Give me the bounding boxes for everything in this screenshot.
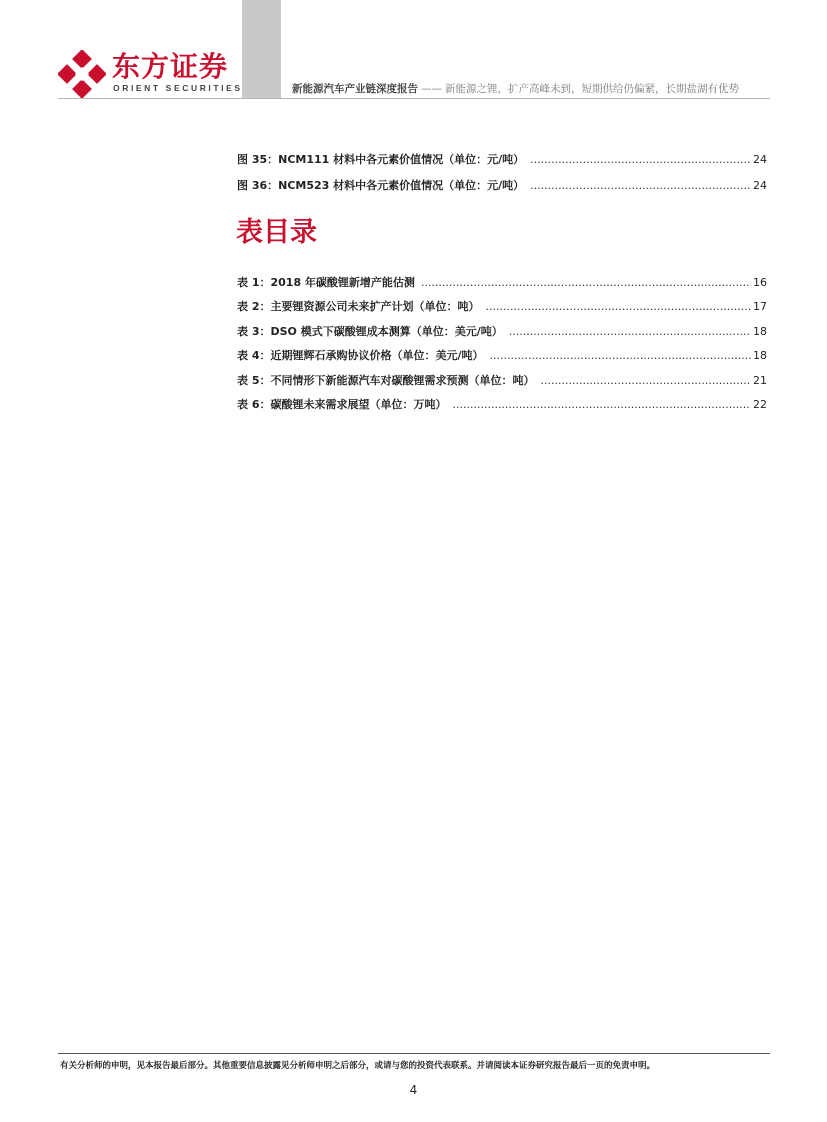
toc-entry-label: 表 5：不同情形下新能源汽车对碳酸锂需求预测（单位：吨） <box>237 374 535 387</box>
toc-table-entry[interactable] <box>237 397 767 413</box>
toc-table-entry[interactable] <box>237 299 767 315</box>
toc-table-entry[interactable] <box>237 348 767 364</box>
toc-entry-label: 表 4：近期锂辉石承购协议价格（单位：美元/吨） <box>237 349 484 362</box>
toc-entry-page: 18 <box>753 325 767 338</box>
toc-entry-label: 图 36：NCM523 材料中各元素价值情况（单位：元/吨） <box>237 179 525 192</box>
toc-leader-dots <box>540 373 751 389</box>
toc-table-entry[interactable] <box>237 373 767 389</box>
header-band <box>242 0 281 98</box>
toc-leader-dots <box>530 152 751 168</box>
toc-leader-dots <box>530 178 751 194</box>
toc-figure-entry[interactable] <box>237 152 767 168</box>
toc-leader-dots <box>452 397 751 413</box>
toc-entry-page: 24 <box>753 153 767 166</box>
toc-table-entry[interactable] <box>237 275 767 291</box>
toc-entry-page: 21 <box>753 374 767 387</box>
logo-chinese-name: 东方证券 <box>112 50 229 83</box>
report-subtitle: 新能源之锂，扩产高峰未到，短期供给仍偏紧，长期盐湖有优势 <box>445 83 739 95</box>
toc-entry-page: 22 <box>753 398 767 411</box>
header-divider <box>58 98 770 99</box>
logo-english-name: ORIENT SECURITIES <box>113 83 243 93</box>
toc-entry-page: 16 <box>753 276 767 289</box>
toc-figure-entry[interactable] <box>237 178 767 194</box>
toc-entry-label: 表 2：主要锂资源公司未来扩产计划（单位：吨） <box>237 300 480 313</box>
toc-leader-dots <box>421 275 751 291</box>
page-number: 4 <box>409 1083 418 1097</box>
toc-entry-page: 24 <box>753 179 767 192</box>
report-type: 新能源汽车产业链深度报告 <box>292 83 418 95</box>
toc-leader-dots <box>509 324 751 340</box>
toc-entry-label: 表 3：DSO 模式下碳酸锂成本测算（单位：美元/吨） <box>237 325 503 338</box>
footer-divider <box>58 1053 770 1054</box>
orient-securities-logo-icon <box>58 50 106 98</box>
toc-entry-label: 表 6：碳酸锂未来需求展望（单位：万吨） <box>237 398 447 411</box>
report-header-title <box>292 82 739 96</box>
toc-table-entry[interactable] <box>237 324 767 340</box>
toc-leader-dots <box>490 348 752 364</box>
header-separator: —— <box>421 83 442 95</box>
toc-entry-page: 17 <box>753 300 767 313</box>
toc-leader-dots <box>485 299 751 315</box>
footer-disclaimer: 有关分析师的申明，见本报告最后部分。其他重要信息披露见分析师申明之后部分，或请与您的投资代表联系。并请阅读本证券研究报告最后一页的免责申明。 <box>60 1061 656 1071</box>
table-index-heading: 表目录 <box>236 217 317 248</box>
toc-entry-label: 图 35：NCM111 材料中各元素价值情况（单位：元/吨） <box>237 153 525 166</box>
toc-entry-page: 18 <box>753 349 767 362</box>
toc-entry-label: 表 1：2018 年碳酸锂新增产能估测 <box>237 276 415 289</box>
